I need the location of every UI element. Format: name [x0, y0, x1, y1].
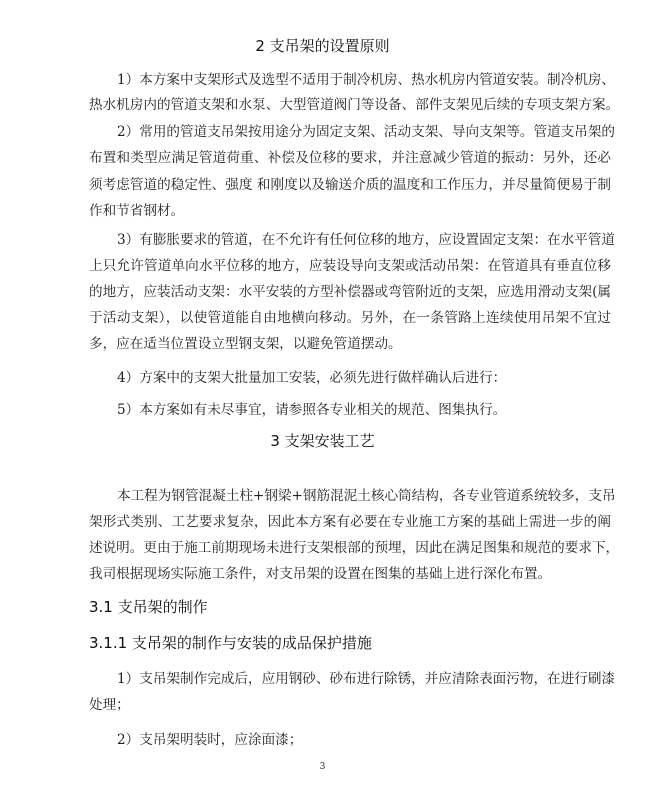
paragraph-line: 于活动支架），以使管道能自由地横向移动。另外，在一条管路上连续使用吊架不宜过: [89, 310, 611, 326]
paragraph-line: 的地方，应装活动支架：水平安装的方型补偿器或弯管附近的支架，应选用滑动支架(属: [89, 284, 611, 300]
paragraph-line: 须考虑管道的稳定性、强度 和刚度以及输送介质的温度和工作压力，并尽量简便易于制: [89, 177, 611, 193]
paragraph-line: 4）方案中的支架大批量加工安装，必须先进行做样确认后进行：: [117, 370, 507, 386]
paragraph-line: 1）支吊架制作完成后，应用钢砂、砂布进行除锈，并应清除表面污物，在进行刷漆: [117, 671, 616, 687]
paragraph-line: 2）支吊架明装时，应涂面漆；: [117, 732, 303, 748]
paragraph-line: 我司根据现场实际施工条件，对支吊架的设置在图集的基础上进行深化布置。: [89, 566, 552, 582]
section-3-heading: 3 支架安装工艺: [270, 432, 375, 450]
paragraph-line: 架形式类别、工艺要求复杂，因此本方案有必要在专业施工方案的基础上需进一步的阐: [89, 514, 611, 530]
paragraph-line: 多，应在适当位置设立型钢支架，以避免管道摆动。: [89, 336, 402, 352]
paragraph-line: 2）常用的管道支吊架按用途分为固定支架、活动支架、导向支架等。管道支吊架的: [117, 124, 616, 140]
paragraph-line: 上只允许管道单向水平位移的地方，应装设导向支架或活动吊架：在管道具有垂直位移: [89, 258, 611, 274]
subsection-3-1-1-heading: 3.1.1 支吊架的制作与安装的成品保护措施: [89, 634, 372, 652]
page-number: 3: [319, 762, 326, 772]
paragraph-line: 1）本方案中支架形式及选型不适用于制冷机房、热水机房内管道安装。制冷机房、: [117, 72, 616, 88]
subsection-3-1-heading: 3.1 支吊架的制作: [89, 598, 208, 616]
paragraph-line: 布置和类型应满足管道荷重、补偿及位移的要求，并注意减少管道的振动：另外，还必: [89, 150, 611, 166]
paragraph-line: 3）有膨胀要求的管道，在不允许有任何位移的地方，应设置固定支架：在水平管道: [117, 232, 616, 248]
paragraph-line: 热水机房内的管道支架和水泵、大型管道阀门等设备、部件支架见后续的专项支架方案。: [89, 97, 620, 113]
paragraph-line: 本工程为钢管混凝土柱+钢梁+钢筋混泥土核心筒结构，各专业管道系统较多，支吊: [117, 488, 616, 504]
paragraph-line: 处理；: [89, 697, 130, 713]
paragraph-line: 5）本方案如有未尽事宜，请参照各专业相关的规范、图集执行。: [117, 402, 507, 418]
section-2-heading: 2 支吊架的设置原则: [255, 37, 390, 55]
paragraph-line: 述说明。更由于施工前期现场未进行支架根部的预埋，因此在满足图集和规范的要求下，: [89, 540, 620, 556]
paragraph-line: 作和节省钢材。: [89, 203, 185, 219]
